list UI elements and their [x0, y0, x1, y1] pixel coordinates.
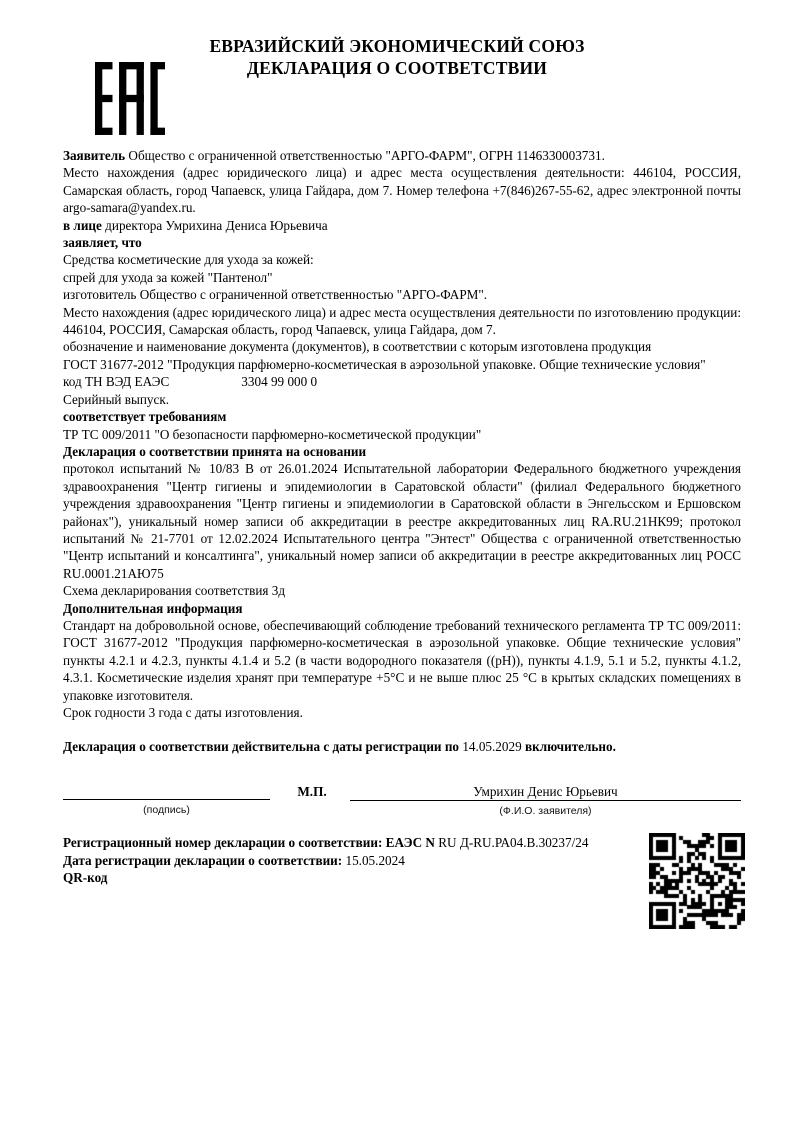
- declares-heading: заявляет, что: [63, 235, 142, 251]
- registration-number-label: Регистрационный номер декларации о соответствии: ЕАЭС N: [63, 835, 439, 851]
- complies-heading: соответствует требованиям: [63, 409, 227, 425]
- stamp-place-label: М.П.: [297, 783, 327, 799]
- in-person-line: [63, 217, 741, 234]
- registration-number-line: [63, 834, 741, 851]
- tr-ts-line: ТР ТС 009/2011 "О безопасности парфюмерно-косметической продукции": [63, 426, 482, 442]
- applicant-value: Общество с ограниченной ответственностью "АРГО-ФАРМ", ОГРН 1146330003731.: [125, 148, 605, 163]
- signature-left-column: [63, 783, 270, 820]
- signature-block: [63, 783, 741, 820]
- registration-date-line: [63, 852, 741, 869]
- validity-prefix: Декларация о соответствии действительна с даты регистрации по: [63, 739, 463, 755]
- registration-date-value: 15.05.2024: [345, 852, 405, 868]
- signature-caption: (подпись): [143, 803, 190, 816]
- doc-designation-line: обозначение и наименование документа (документов), в соответствии с которым изготовлена продукция: [63, 339, 652, 355]
- serial-line: Серийный выпуск.: [63, 391, 170, 407]
- validity-date: 14.05.2029: [462, 739, 522, 755]
- applicant-name: Умрихин Денис Юрьевич: [350, 783, 741, 801]
- basis-heading: Декларация о соответствии принята на основании: [63, 443, 367, 459]
- document-body: [63, 147, 741, 886]
- tnved-line: [63, 373, 741, 390]
- validity-suffix: включительно.: [521, 739, 616, 755]
- additional-text: Стандарт на добровольной основе, обеспечивающий соблюдение требований технического регламента ТР ТС 009/2011: ГОСТ 31677-2012 "Продукция парфюмерно-косметическая в аэрозольной упаковке. Общие технические условия" пункты 4.2.1 и 4.2.3, пункты 4.1.4 и 5.2 (в части водородного показателя ((рН)), пункты 4.1.9, 5.1 и 5.2, пункты 4.1.2, 4.3.1. Косметические изделия хранят при температуре +5°С и не выше плюс 25 °С в крытых складских помещениях в упаковке изготовителя.: [63, 617, 741, 703]
- applicant-line: [63, 147, 741, 164]
- union-title: ЕВРАЗИЙСКИЙ ЭКОНОМИЧЕСКИЙ СОЮЗ: [209, 36, 585, 56]
- manufacturer-line: изготовитель Общество с ограниченной ответственностью "АРГО-ФАРМ".: [63, 287, 488, 303]
- registration-number-value: RU Д-RU.РА04.В.30237/24: [438, 835, 589, 851]
- signature-line: [63, 783, 270, 800]
- manufacturer-address: Место нахождения (адрес юридического лица) и адрес места осуществления деятельности по изготовлению продукции: 446104, РОССИЯ, Самарская область, город Чапаевск, улица Гайдара, дом 7.: [63, 304, 741, 338]
- basis-text: протокол испытаний № 10/83 В от 26.01.2024 Испытательной лаборатории Федерального бюджетного учреждения здравоохранения "Центр гигиены и эпидемиологии в Саратовской области" (филиал Федерального бюджетного учреждения здравоохранения "Центр гигиены и эпидемиологии в Саратовской области в Энгельсском и Ершовском районах"), уникальный номер записи об аккредитации в реестре аккредитованных лиц RA.RU.21НК99; протокол испытаний № 21-7701 от 12.02.2024 Испытательного центра "Энтест" Общества с ограниченной ответственностью "Центр испытаний и консалтинга", уникальный номер записи об аккредитации в реестре аккредитованных лиц РОСС RU.0001.21АЮ75: [63, 461, 741, 581]
- applicant-address: Место нахождения (адрес юридического лица) и адрес места осуществления деятельности: 446104, РОССИЯ, Самарская область, город Чапаевск, улица Гайдара, дом 7. Номер телефона +7(846)267-55-62, адрес электронной почты argo-samara@yandex.ru.: [63, 165, 741, 216]
- tnved-label: код ТН ВЭД ЕАЭС: [63, 374, 170, 390]
- validity-line: [63, 738, 741, 755]
- in-person-label: в лице: [63, 217, 102, 233]
- shelf-life-line: Срок годности 3 года с даты изготовления.: [63, 705, 303, 720]
- tnved-code: 3304 99 000 0: [241, 374, 318, 390]
- signature-right-column: [350, 783, 741, 820]
- registration-date-label: Дата регистрации декларации о соответствии:: [63, 852, 346, 868]
- applicant-label: Заявитель: [63, 148, 126, 163]
- document-header: [0, 35, 794, 79]
- in-person-value: директора Умрихина Дениса Юрьевича: [101, 217, 328, 233]
- applicant-name-caption: (Ф.И.О. заявителя): [499, 804, 592, 817]
- additional-heading: Дополнительная информация: [63, 600, 243, 616]
- gost-line: ГОСТ 31677-2012 "Продукция парфюмерно-косметическая в аэрозольной упаковке. Общие технические условия": [63, 356, 706, 372]
- registration-block: [63, 834, 741, 886]
- document-title: ДЕКЛАРАЦИЯ О СООТВЕТСТВИИ: [246, 58, 548, 78]
- scheme-line: Схема декларирования соответствия 3д: [63, 583, 286, 599]
- product-line-2: спрей для ухода за кожей "Пантенол": [63, 269, 273, 285]
- qr-code: [649, 833, 745, 929]
- product-line-1: Средства косметические для ухода за кожей:: [63, 252, 314, 268]
- qr-label: QR-код: [63, 870, 108, 886]
